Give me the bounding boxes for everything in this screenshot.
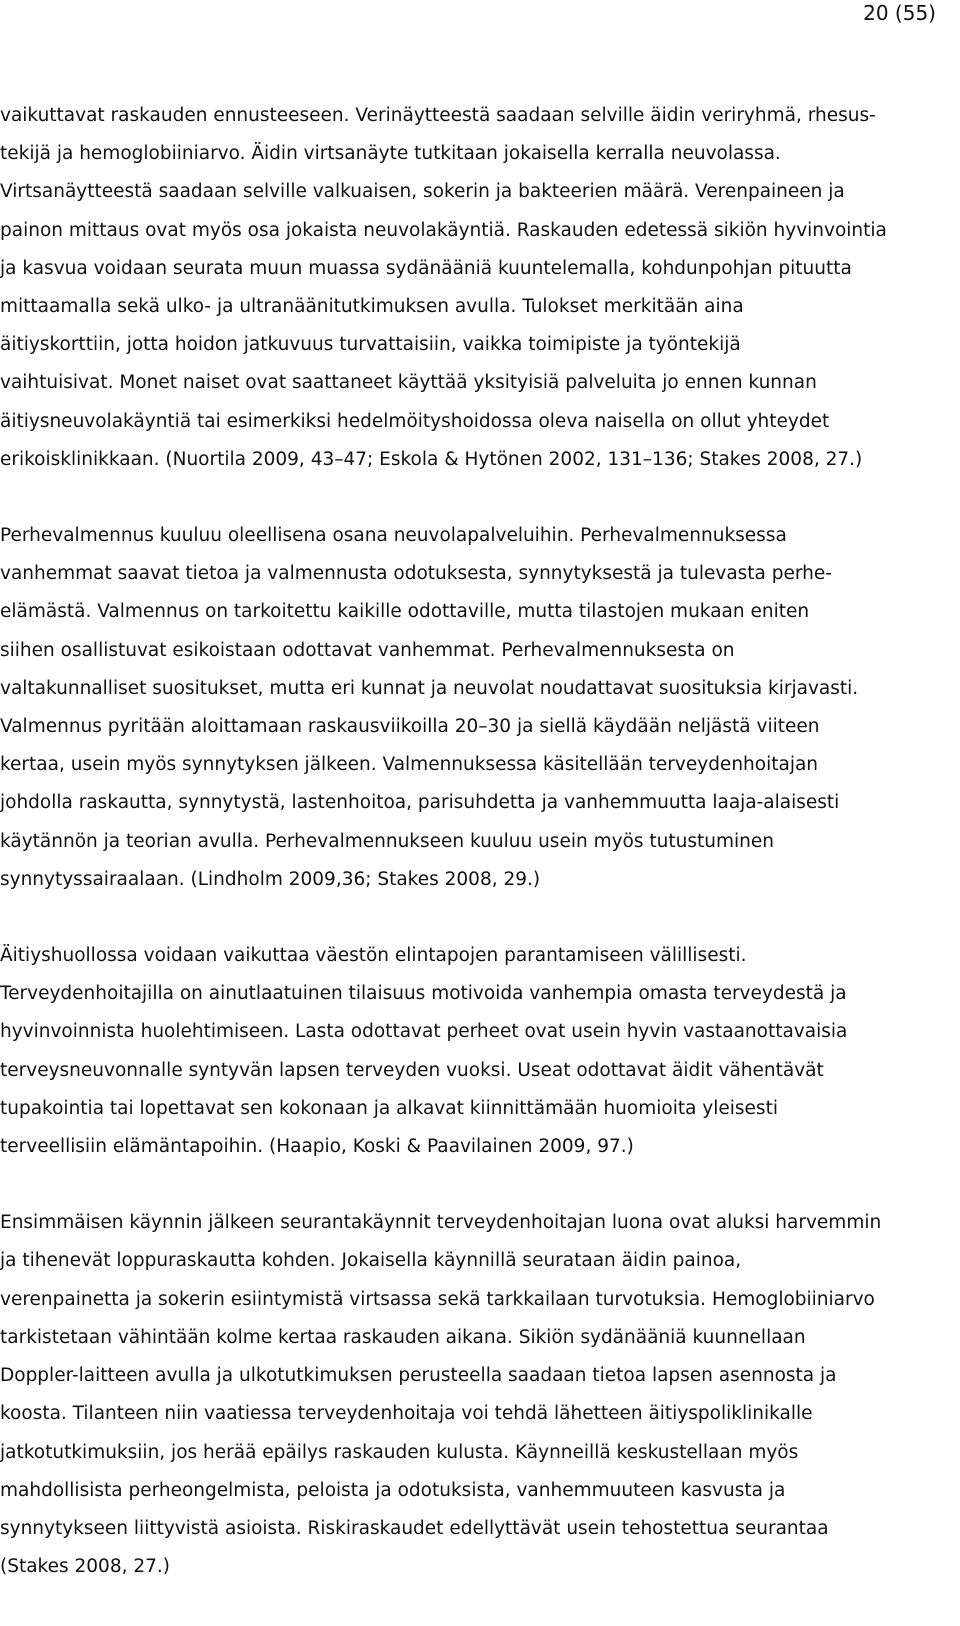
paragraph-lifestyle (0, 937, 930, 1166)
text-line: Virtsanäytteestä saadaan selville valkuaisen, sokerin ja bakteerien määrä. Verenpaineen ja (0, 181, 845, 203)
text-line: (Stakes 2008, 27.) (0, 1556, 170, 1578)
text-line: Äitiyshuollossa voidaan vaikuttaa väestön elintapojen parantamiseen välillisesti. (0, 945, 747, 967)
text-line: synnytykseen liittyvistä asioista. Riskiraskaudet edellyttävät usein tehostettua seurantaa (0, 1517, 829, 1539)
text-line: äitiysneuvolakäyntiä tai esimerkiksi hedelmöityshoidossa oleva naisella on ollut yhteydet (0, 410, 830, 432)
text-line: tarkistetaan vähintään kolme kertaa raskauden aikana. Sikiön sydänääniä kuunnellaan (0, 1326, 806, 1348)
text-line: jatkotutkimuksiin, jos herää epäilys raskauden kulusta. Käynneillä keskustellaan myös (0, 1441, 799, 1463)
text-line: mittaamalla sekä ulko- ja ultranäänitutkimuksen avulla. Tulokset merkitään aina (0, 296, 744, 318)
page-number: 20 (55) (863, 1, 936, 25)
text-line: terveellisiin elämäntapoihin. (Haapio, Koski & Paavilainen 2009, 97.) (0, 1136, 634, 1158)
text-line: vaikuttavat raskauden ennusteeseen. Verinäytteestä saadaan selville äidin veriryhmä, rhesus- (0, 105, 876, 126)
text-line: siihen osallistuvat esikoistaan odottavat vanhemmat. Perhevalmennuksesta on (0, 639, 735, 661)
text-line: Perhevalmennus kuuluu oleellisena osana neuvolapalveluihin. Perhevalmennuksessa (0, 525, 787, 547)
text-line: hyvinvoinnista huolehtimiseen. Lasta odottavat perheet ovat usein hyvin vastaanottavaisia (0, 1021, 848, 1043)
text-line: koosta. Tilanteen niin vaatiessa terveydenhoitaja voi tehdä lähetteen äitiyspoliklinikalle (0, 1403, 813, 1425)
text-line: johdolla raskautta, synnytystä, lastenhoitoa, parisuhdetta ja vanhemmuutta laaja-alaisesti (0, 792, 840, 814)
paragraph-prenatal-tests (0, 97, 930, 479)
text-line: käytännön ja teorian avulla. Perhevalmennukseen kuuluu usein myös tutustuminen (0, 830, 774, 852)
text-line: terveysneuvonnalle syntyvän lapsen terveyden vuoksi. Useat odottavat äidit vähentävät (0, 1059, 824, 1081)
text-line: synnytyssairaalaan. (Lindholm 2009,36; Stakes 2008, 29.) (0, 868, 541, 890)
paragraph-family-coaching (0, 517, 930, 899)
paragraph-follow-up-visits (0, 1204, 930, 1586)
text-line: painon mittaus ovat myös osa jokaista neuvolakäyntiä. Raskauden edetessä sikiön hyvinvointia (0, 219, 887, 241)
text-line: erikoisklinikkaan. (Nuortila 2009, 43–47; Eskola & Hytönen 2002, 131–136; Stakes 2008, 27.) (0, 448, 863, 470)
text-line: tupakointia tai lopettavat sen kokonaan ja alkavat kiinnittämään huomioita yleisesti (0, 1097, 778, 1119)
text-line: ja kasvua voidaan seurata muun muassa sydänääniä kuuntelemalla, kohdunpohjan pituutta (0, 257, 852, 279)
text-line: kertaa, usein myös synnytyksen jälkeen. Valmennuksessa käsitellään terveydenhoitajan (0, 754, 819, 776)
text-line: elämästä. Valmennus on tarkoitettu kaikille odottaville, mutta tilastojen mukaan eniten (0, 601, 810, 623)
document-body (0, 97, 930, 1586)
text-line: vaihtuisivat. Monet naiset ovat saattaneet käyttää yksityisiä palveluita jo ennen kunnan (0, 372, 817, 394)
text-line: Terveydenhoitajilla on ainutlaatuinen tilaisuus motivoida vanhempia omasta terveydestä ja (0, 983, 847, 1005)
text-line: äitiyskorttiin, jotta hoidon jatkuvuus turvattaisiin, vaikka toimipiste ja työntekijä (0, 334, 741, 356)
text-line: mahdollisista perheongelmista, peloista ja odotuksista, vanhemmuuteen kasvusta ja (0, 1479, 786, 1501)
text-line: Valmennus pyritään aloittamaan raskausviikoilla 20–30 ja siellä käydään neljästä viiteen (0, 716, 820, 738)
text-line: tekijä ja hemoglobiiniarvo. Äidin virtsanäyte tutkitaan jokaisella kerralla neuvolassa. (0, 143, 781, 165)
text-line: valtakunnalliset suositukset, mutta eri kunnat ja neuvolat noudattavat suosituksia kirjavasti. (0, 677, 859, 699)
text-line: verenpainetta ja sokerin esiintymistä virtsassa sekä tarkkailaan turvotuksia. Hemoglobiiniarvo (0, 1288, 875, 1310)
text-line: Ensimmäisen käynnin jälkeen seurantakäynnit terveydenhoitajan luona ovat aluksi harvemmin (0, 1212, 882, 1234)
text-line: Doppler-laitteen avulla ja ulkotutkimuksen perusteella saadaan tietoa lapsen asennosta ja (0, 1365, 837, 1387)
text-line: ja tihenevät loppuraskautta kohden. Jokaisella käynnillä seurataan äidin painoa, (0, 1250, 742, 1272)
text-line: vanhemmat saavat tietoa ja valmennusta odotuksesta, synnytyksestä ja tulevasta perhe- (0, 563, 832, 585)
